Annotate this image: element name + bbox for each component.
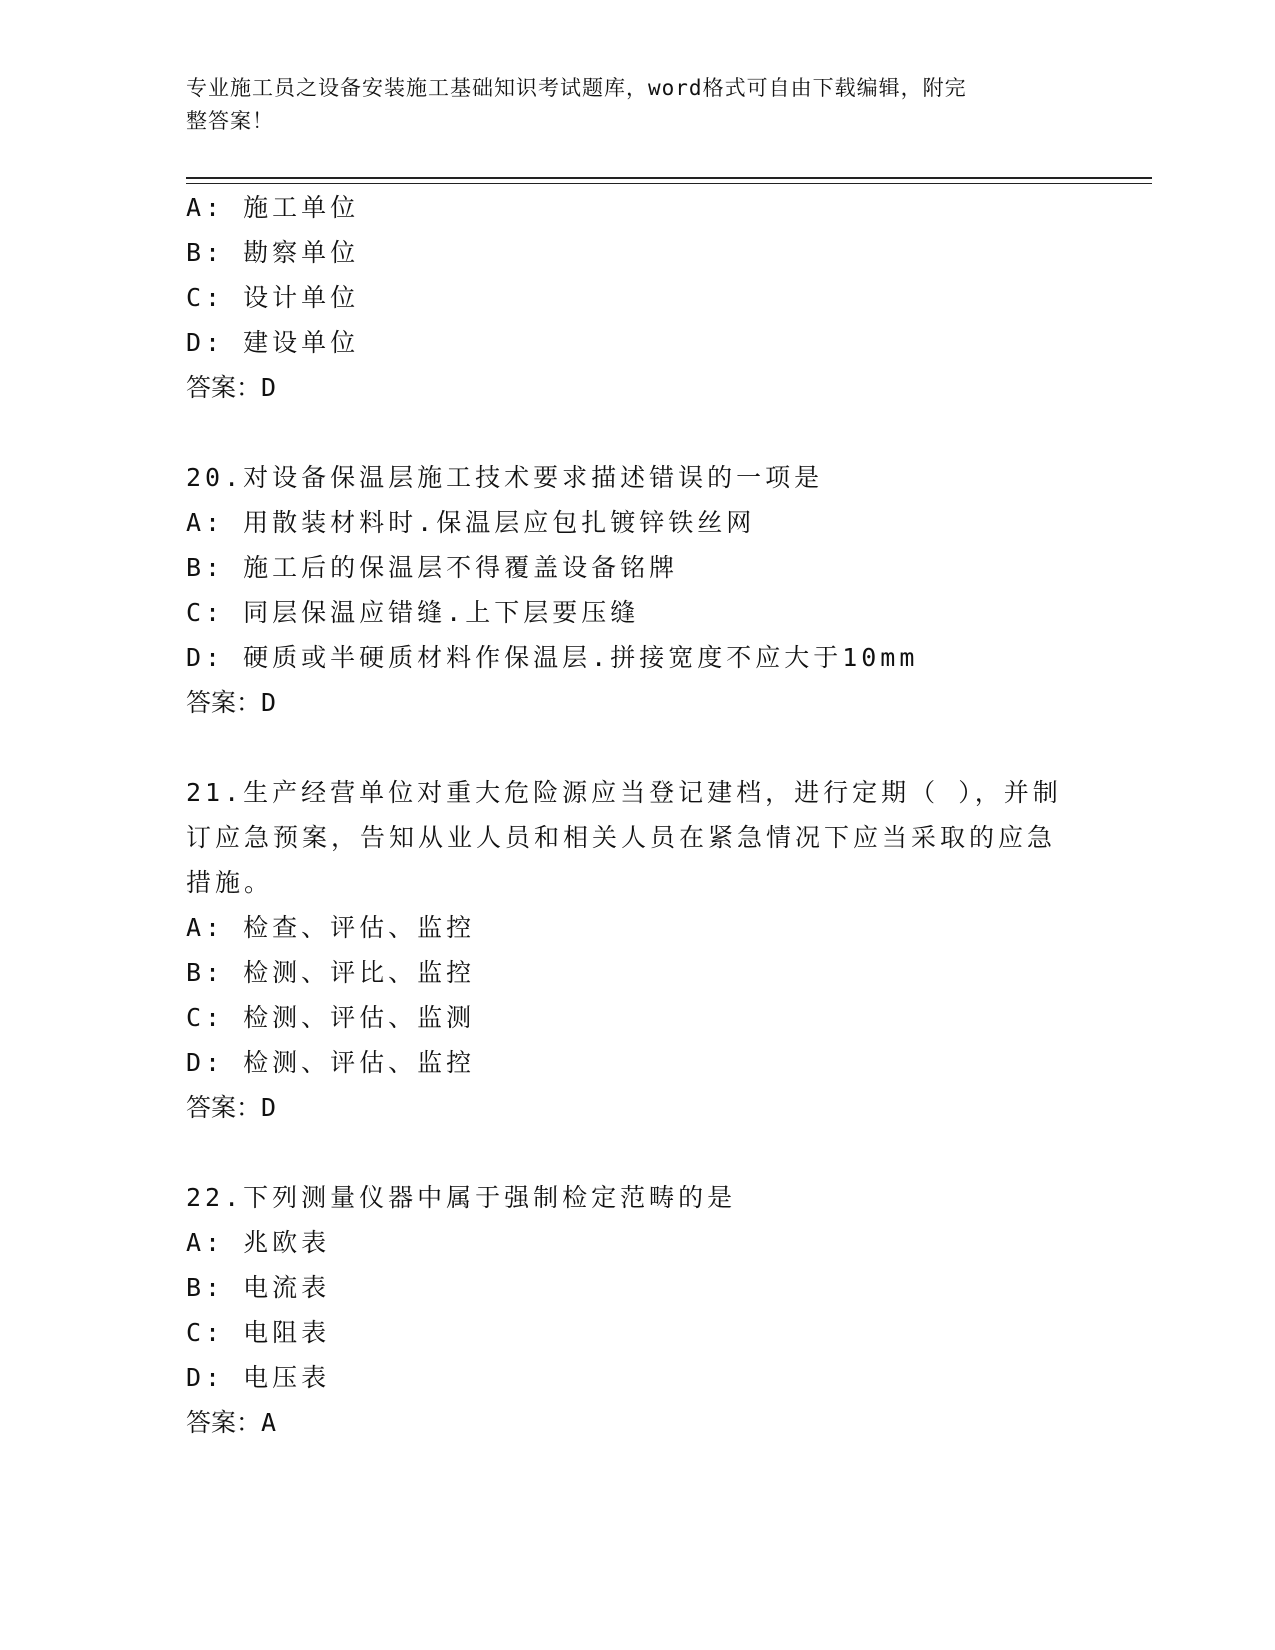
q21-stem-line-1: 21.生产经营单位对重大危险源应当登记建档，进行定期（ ），并制: [186, 778, 1062, 807]
q21-option-d: D: 检测、评估、监控: [186, 1048, 476, 1077]
q21-answer: 答案：D: [186, 1093, 277, 1122]
q19-option-a: A: 施工单位: [186, 193, 360, 222]
q22-stem: 22.下列测量仪器中属于强制检定范畴的是: [186, 1183, 737, 1212]
q20-option-c: C: 同层保温应错缝.上下层要压缝: [186, 598, 640, 627]
q22-answer: 答案：A: [186, 1408, 277, 1437]
q20-option-d: D: 硬质或半硬质材料作保温层.拼接宽度不应大于10mm: [186, 643, 919, 672]
q22-option-c: C: 电阻表: [186, 1318, 331, 1347]
q21-option-a: A: 检查、评估、监控: [186, 913, 476, 942]
q19-option-c: C: 设计单位: [186, 283, 360, 312]
q19-option-d: D: 建设单位: [186, 328, 360, 357]
q20-option-b: B: 施工后的保温层不得覆盖设备铭牌: [186, 553, 679, 582]
header-rule-thick: [186, 177, 1152, 179]
q22-option-b: B: 电流表: [186, 1273, 331, 1302]
q22-option-a: A: 兆欧表: [186, 1228, 331, 1257]
q19-option-b: B: 勘察单位: [186, 238, 360, 267]
q20-answer: 答案：D: [186, 688, 277, 717]
document-header: [186, 72, 1066, 138]
q21-option-c: C: 检测、评估、监测: [186, 1003, 476, 1032]
q20-option-a: A: 用散装材料时.保温层应包扎镀锌铁丝网: [186, 508, 756, 537]
q19-answer: 答案：D: [186, 373, 277, 402]
q21-stem-line-2: 订应急预案，告知从业人员和相关人员在紧急情况下应当采取的应急: [186, 823, 1057, 852]
header-title-line-2: 整答案！: [186, 109, 274, 133]
q21-stem-line-3: 措施。: [186, 868, 274, 897]
q21-option-b: B: 检测、评比、监控: [186, 958, 476, 987]
header-title-line-1: 专业施工员之设备安装施工基础知识考试题库，word格式可自由下载编辑，附完: [186, 76, 967, 100]
q20-stem: 20.对设备保温层施工技术要求描述错误的一项是: [186, 463, 824, 492]
header-rule-thin: [186, 183, 1152, 184]
q22-option-d: D: 电压表: [186, 1363, 331, 1392]
